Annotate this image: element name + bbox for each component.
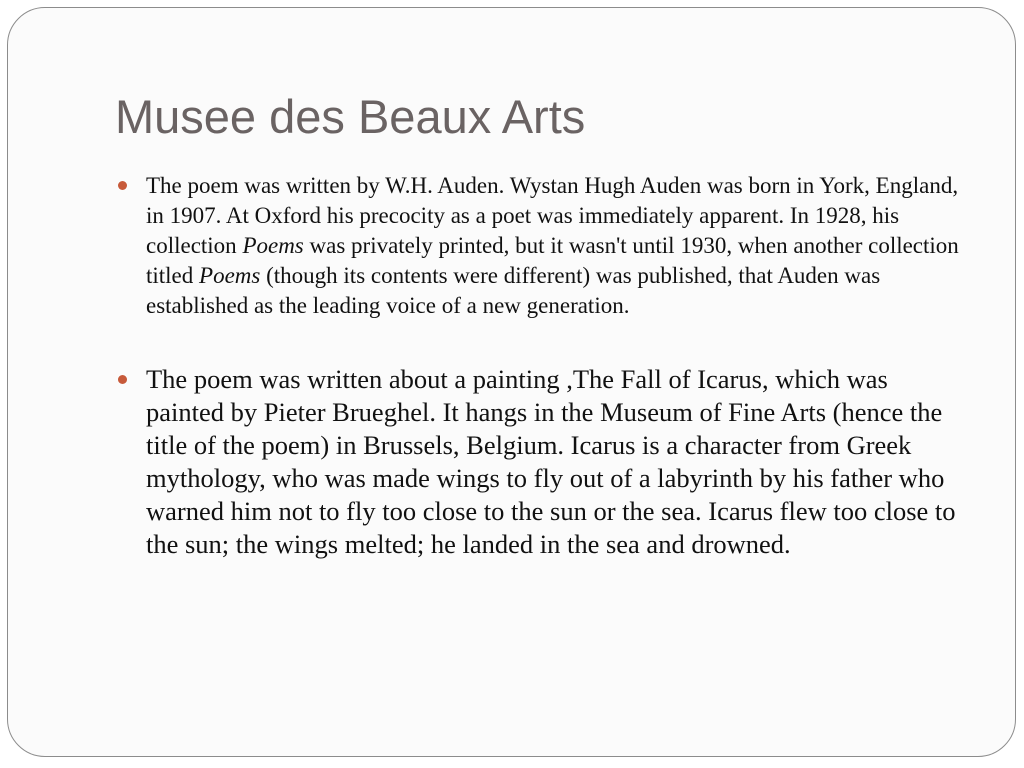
bullet-item-auden [118,171,968,321]
bullet-text-auden [146,173,959,318]
bullet-item-painting [118,363,968,561]
slide [7,7,1016,757]
bullet-marker [118,375,127,384]
bullet-marker [118,181,127,190]
bullet-list [118,171,968,561]
slide-title: Musee des Beaux Arts [115,90,586,143]
bullet-text-painting: The poem was written about a painting ,The Fall of Icarus, which was painted by Pieter Brueghel. It hangs in the Museum of Fine Arts (hence the title of the poem) in Brussels, Belgium. Icarus is a character from Greek mythology, who was made wings to fly out of a labyrinth by his father who warned him not to fly too close to the sun or the sea. Icarus flew too close to the sun; the wings melted; he landed in the sea and drowned. [146,364,956,559]
italic-title-poems: Poems [199,263,261,288]
bullet-text-segment: was privately printed, but it wasn't until 1930, when another collection titled [146,233,959,288]
italic-title-poems: Poems [242,233,304,258]
bullet-text-segment: (though its contents were different) was published, that Auden was established as the leading voice of a new generation. [146,263,881,318]
bullet-text-segment: The poem was written by W.H. Auden. Wystan Hugh Auden was born in York, England, in 1907. At Oxford his precocity as a poet was immediately apparent. In 1928, his collection [146,173,959,258]
